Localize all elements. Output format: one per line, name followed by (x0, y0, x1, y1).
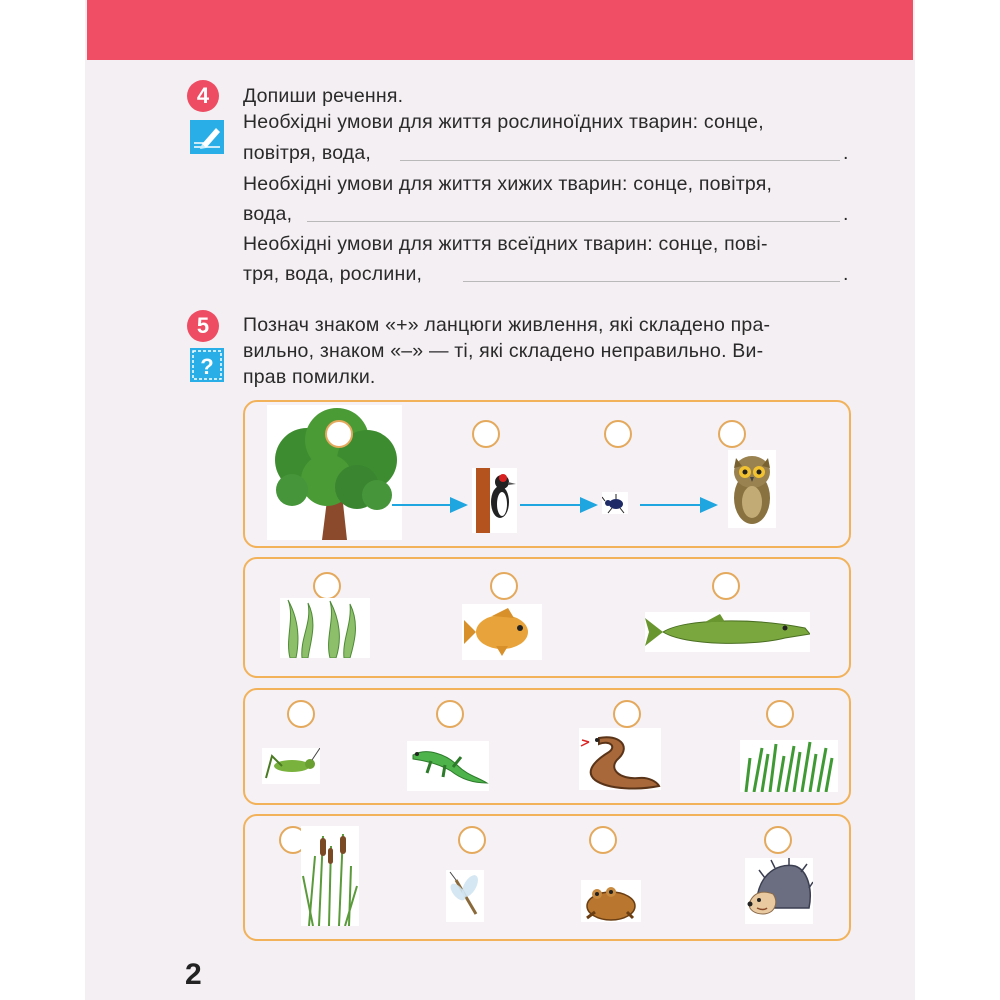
snake-image (579, 728, 661, 790)
task-4-line-5: Необхідні умови для життя всеїдних тварин: сонце, пові- (243, 233, 768, 255)
answer-circle[interactable] (287, 700, 315, 728)
pike-image (645, 612, 810, 652)
task-4-title: Допиши речення. (243, 85, 404, 107)
svg-text:?: ? (200, 354, 214, 379)
task-4-line-6: тря, вода, рослини, (243, 263, 423, 285)
task-4-line-3: Необхідні умови для життя хижих тварин: сонце, повітря, (243, 173, 773, 195)
page-number: 2 (185, 958, 202, 991)
end-dot-1: . (843, 142, 849, 164)
answer-circle[interactable] (764, 826, 792, 854)
cattail-reeds-image (301, 826, 359, 926)
task-5-number: 5 (187, 310, 219, 342)
answer-circle[interactable] (712, 572, 740, 600)
answer-circle[interactable] (458, 826, 486, 854)
task-5-line-2: вильно, знаком «–» — ті, які складено неправильно. Ви- (243, 340, 764, 362)
end-dot-2: . (843, 203, 849, 225)
answer-circle[interactable] (436, 700, 464, 728)
answer-circle[interactable] (589, 826, 617, 854)
mosquito-image (446, 870, 484, 922)
task-4-line-1: Необхідні умови для життя рослиноїдних тварин: сонце, (243, 111, 764, 133)
grass-image (740, 740, 838, 792)
grasshopper-image (262, 748, 320, 784)
crucian-fish-image (462, 604, 542, 660)
answer-circle[interactable] (490, 572, 518, 600)
task-4-number: 4 (187, 80, 219, 112)
answer-circle[interactable] (313, 572, 341, 600)
task-5-line-3: прав помилки. (243, 366, 376, 388)
hedgehog-image (745, 858, 813, 924)
task-4-line-4: вода, (243, 203, 293, 225)
task-5-line-1: Познач знаком «+» ланцюги живлення, які складено пра- (243, 314, 771, 336)
water-plants-image (280, 598, 370, 658)
task-4-line-2: повітря, вода, (243, 142, 372, 164)
lizard-image (407, 741, 489, 791)
answer-circle[interactable] (766, 700, 794, 728)
toad-image (581, 880, 641, 922)
end-dot-3: . (843, 263, 849, 285)
answer-circle[interactable] (613, 700, 641, 728)
